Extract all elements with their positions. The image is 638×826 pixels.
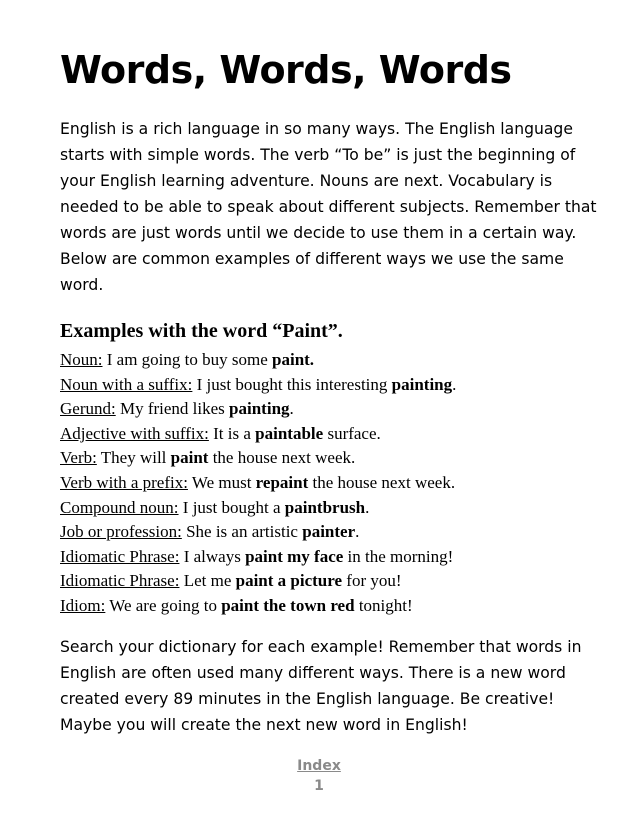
- example-label: Verb with a prefix:: [60, 472, 188, 492]
- example-text-after: .: [365, 497, 370, 517]
- example-text-after: .: [452, 374, 457, 394]
- page-number: 1: [314, 778, 324, 794]
- example-item-verb-prefix: [60, 471, 608, 496]
- example-keyword: paint: [170, 448, 209, 468]
- example-label: Noun:: [60, 350, 103, 369]
- example-item-idiomatic-phrase-1: [60, 545, 608, 570]
- example-label: Adjective with suffix:: [60, 423, 209, 443]
- example-text-after: surface.: [323, 423, 381, 443]
- example-text-before: It is a: [208, 423, 256, 443]
- example-text-after: .: [355, 522, 360, 542]
- example-keyword: paintable: [255, 423, 324, 443]
- closing-paragraph: Search your dictionary for each example! Remember that words in English are often used many different ways. There is a new word created every 89 minutes in the English language. Be creative! Maybe you will create the next new word in English!: [60, 638, 582, 734]
- example-keyword: painting: [229, 399, 290, 419]
- example-label: Verb:: [60, 448, 97, 468]
- example-text-before: They will: [96, 448, 171, 468]
- example-text-after: tonight!: [354, 595, 413, 615]
- example-label: Gerund:: [60, 399, 116, 419]
- example-text-before: My friend likes: [115, 399, 230, 419]
- example-keyword: repaint: [255, 472, 309, 492]
- example-label: Idiomatic Phrase:: [60, 571, 180, 591]
- example-item-noun-suffix: [60, 373, 608, 398]
- example-label: Idiomatic Phrase:: [60, 546, 180, 566]
- example-item-job: [60, 520, 608, 545]
- example-keyword: paint my face: [245, 546, 344, 566]
- example-item-noun: [60, 348, 608, 373]
- example-text-after: .: [289, 399, 294, 419]
- example-label: Job or profession:: [60, 522, 182, 542]
- example-text-before: I just bought a: [178, 497, 285, 517]
- intro-paragraph: English is a rich language in so many ways. The English language starts with simple words. The verb “To be” is just the beginning of your English learning adventure. Nouns are next. Vocabulary is needed to be able to speak about different subjects. Remember that words are just words until we decide to use them in a certain way. Below are common examples of different ways we use the same word.: [60, 120, 597, 294]
- example-item-compound-noun: [60, 496, 608, 521]
- index-link[interactable]: Index: [297, 758, 341, 774]
- example-text-before: We are going to: [105, 595, 222, 615]
- example-label: Noun with a suffix:: [60, 374, 193, 394]
- example-list: [60, 348, 608, 619]
- example-item-idiomatic-phrase-2: [60, 569, 608, 594]
- example-keyword: painter: [302, 522, 356, 542]
- example-text-before: I just bought this interesting: [192, 374, 392, 394]
- example-text-after: the house next week.: [308, 472, 456, 492]
- examples-heading: Examples with the word “Paint”.: [60, 320, 343, 342]
- example-text-after: in the morning!: [343, 546, 454, 566]
- page-title: Words, Words, Words: [60, 48, 512, 92]
- example-text-after: for you!: [342, 571, 402, 591]
- page-footer: [0, 756, 638, 796]
- example-item-adjective: [60, 422, 608, 447]
- example-item-idiom: [60, 594, 608, 619]
- example-text-before: We must: [187, 472, 256, 492]
- example-keyword: paint the town red: [221, 595, 355, 615]
- example-keyword: paintbrush: [284, 497, 366, 517]
- example-label: Idiom:: [60, 595, 106, 615]
- example-label: Compound noun:: [60, 497, 179, 517]
- example-text-before: I always: [179, 546, 246, 566]
- example-item-verb: [60, 446, 608, 471]
- examples-section: [60, 318, 608, 619]
- example-text-before: She is an artistic: [181, 522, 303, 542]
- example-keyword: painting: [391, 374, 453, 394]
- example-keyword: paint a picture: [235, 571, 343, 591]
- example-keyword: paint.: [272, 350, 315, 369]
- example-text-after: the house next week.: [208, 448, 356, 468]
- example-item-gerund: [60, 397, 608, 422]
- example-text-before: Let me: [179, 571, 236, 591]
- example-text-before: I am going to buy some: [102, 350, 273, 369]
